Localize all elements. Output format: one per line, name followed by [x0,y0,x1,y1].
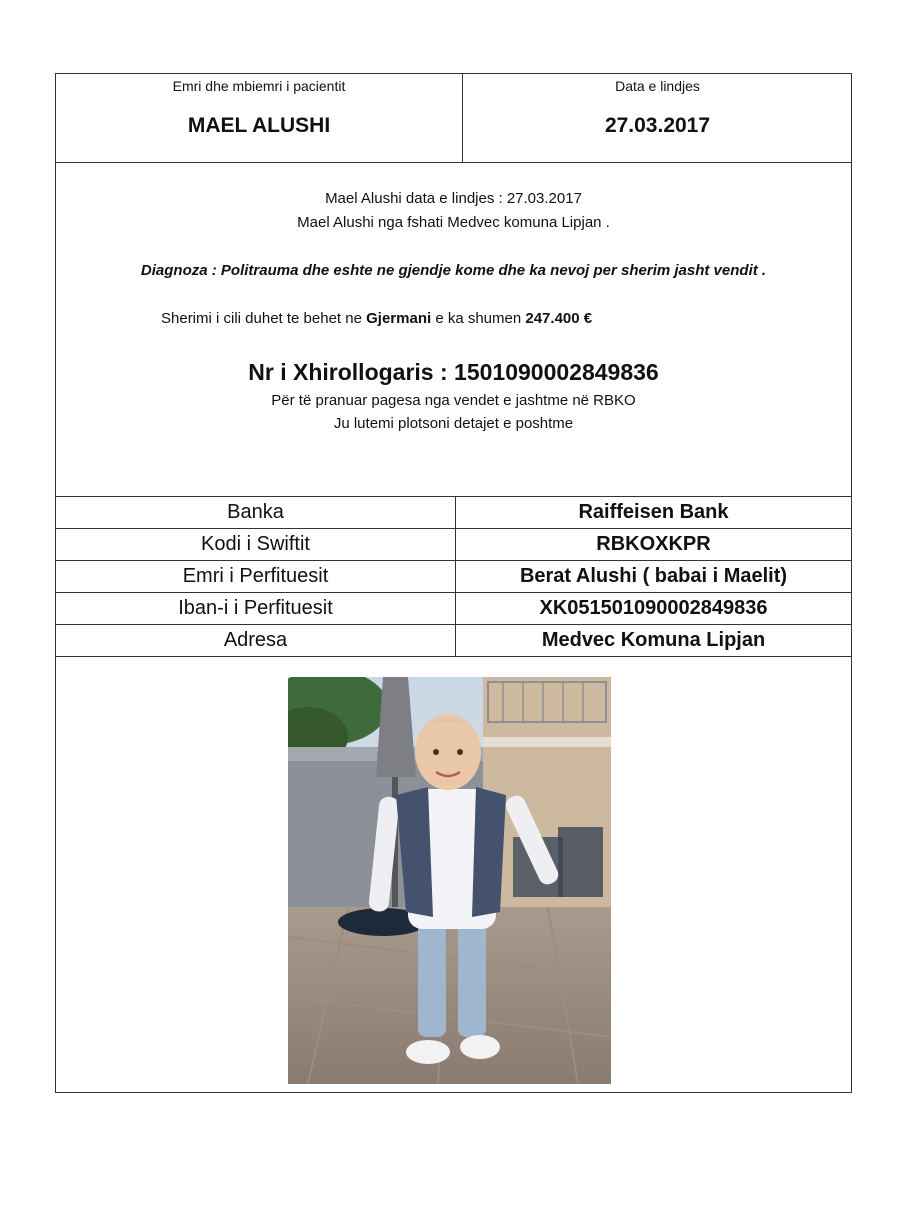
treatment-country: Gjermani [366,310,432,327]
row-label: Adresa [56,625,456,657]
row-value: Raiffeisen Bank [456,497,852,529]
diagnosis: Diagnoza : Politrauma dhe eshte ne gjendje kome dhe ka nevoj per sherim jasht vendit . [140,262,767,279]
table-row [56,529,851,561]
row-value: Berat Alushi ( babai i Maelit) [456,561,852,593]
row-label: Iban-i i Perfituesit [56,593,456,625]
patient-info [56,162,851,496]
details-note: Ju lutemi plotsoni detajet e poshtme [333,415,574,432]
row-label: Banka [56,497,456,529]
patient-name: MAEL ALUSHI [187,114,331,137]
treatment-amount: 247.400 € [525,310,593,327]
row-label: Kodi i Swiftit [56,529,456,561]
table-row [56,497,851,529]
birth-date-cell [462,74,853,162]
row-value: RBKOXKPR [456,529,852,561]
bank-details-table [56,496,851,657]
table-row [56,625,851,657]
treatment-middle: e ka shumen [431,310,526,327]
treatment-prefix: Sherimi i cili duhet te behet ne [161,310,367,327]
patient-name-label: Emri dhe mbiemri i pacientit [172,78,346,94]
birth-date-label: Data e lindjes [615,78,700,94]
account-number: Nr i Xhirollogaris : 1501090002849836 [248,359,659,385]
row-value: Medvec Komuna Lipjan [456,625,852,657]
fundraising-document [55,73,852,1093]
foreign-payment-note: Për të pranuar pagesa nga vendet e jashtme në RBKO [271,392,636,409]
info-line-2: Mael Alushi nga fshati Medvec komuna Lipjan . [297,214,610,231]
patient-header [56,74,851,163]
birth-date: 27.03.2017 [604,114,711,137]
row-label: Emri i Perfituesit [56,561,456,593]
table-row [56,593,851,625]
treatment-line [56,310,851,327]
table-row [56,561,851,593]
row-value: XK051501090002849836 [456,593,852,625]
child-photo [288,677,611,1084]
patient-name-cell [56,74,463,162]
info-line-1: Mael Alushi data e lindjes : 27.03.2017 [325,190,582,207]
